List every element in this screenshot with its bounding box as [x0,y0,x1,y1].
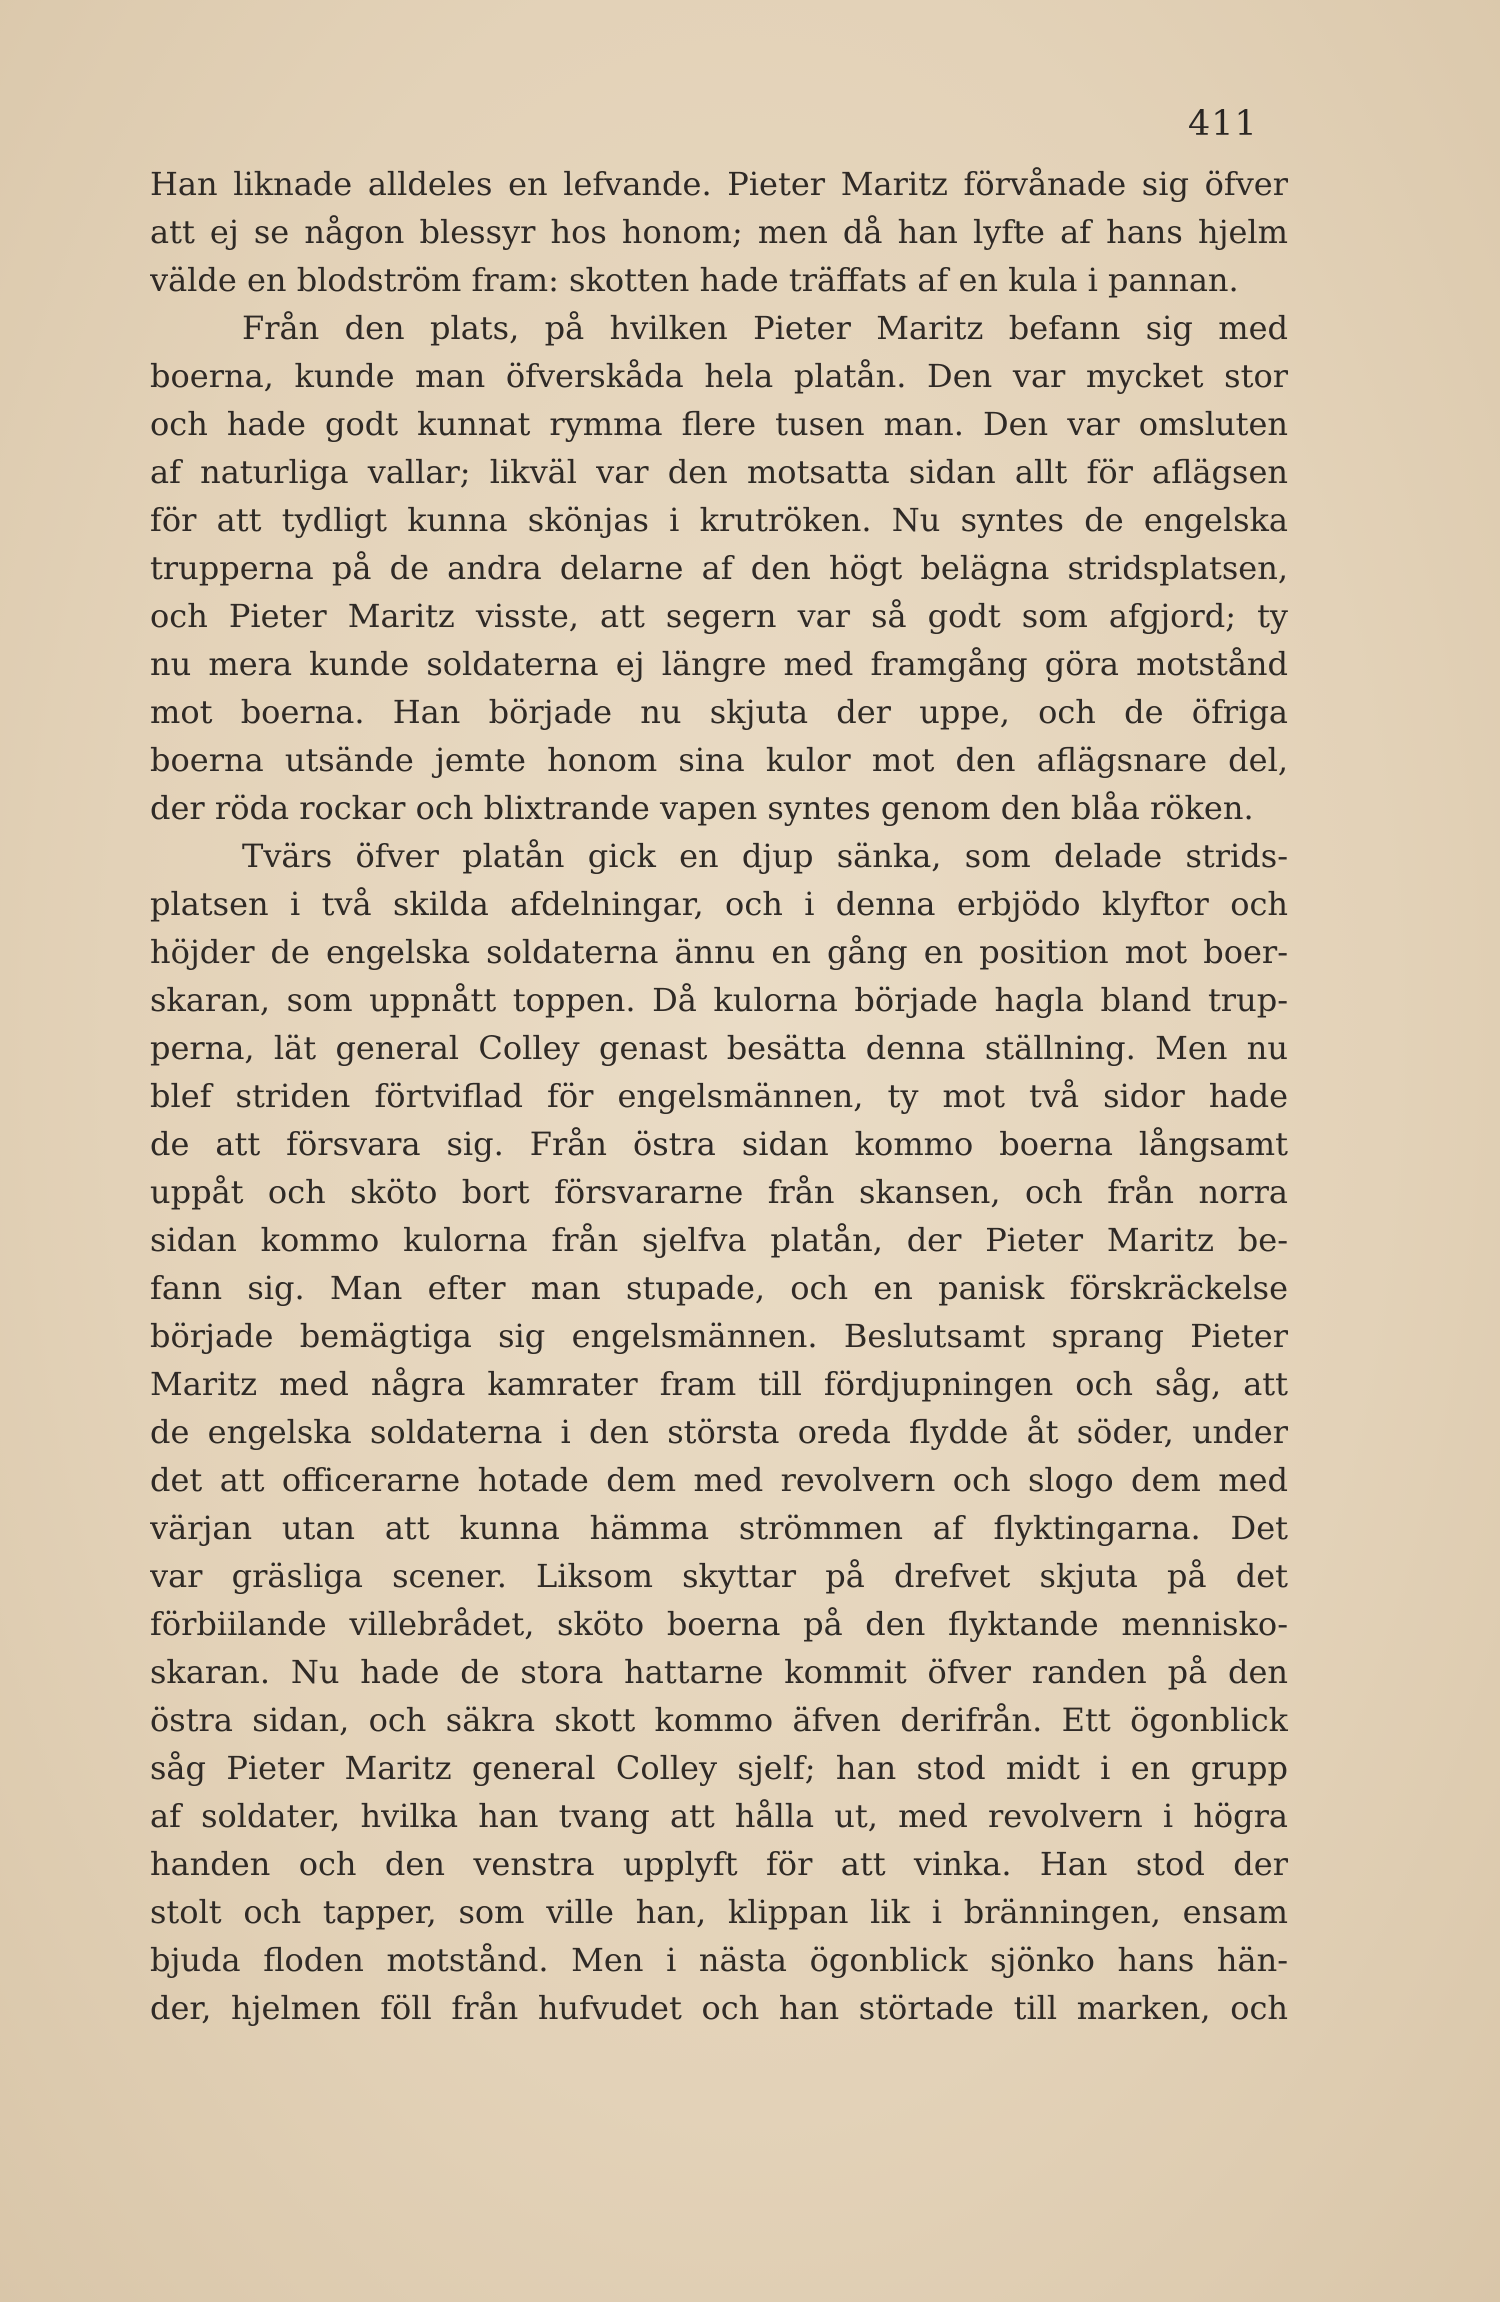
text-line: mot boerna. Han började nu skjuta der uppe, och de öfriga [150,693,1288,731]
text-line: platsen i två skilda afdelningar, och i denna erbjödo klyftor och [150,885,1288,923]
text-line: Från den plats, på hvilken Pieter Maritz befann sig med [242,309,1288,347]
text-line: var gräsliga scener. Liksom skyttar på drefvet skjuta på det [150,1557,1288,1595]
text-line: nu mera kunde soldaterna ej längre med framgång göra motstånd [150,645,1288,683]
text-line: började bemägtiga sig engelsmännen. Beslutsamt sprang Pieter [150,1317,1288,1355]
text-line: stolt och tapper, som ville han, klippan lik i bränningen, ensam [150,1893,1288,1931]
page-number: 411 [1188,104,1258,144]
text-line: välde en blodström fram: skotten hade träffats af en kula i pannan. [150,261,1239,299]
text-line: handen och den venstra upplyft för att vinka. Han stod der [150,1845,1288,1883]
text-line: blef striden förtviflad för engelsmännen, ty mot två sidor hade [150,1077,1288,1115]
body-text [150,160,1288,2032]
text-line: perna, lät general Colley genast besätta denna ställning. Men nu [150,1029,1288,1067]
text-line: fann sig. Man efter man stupade, och en panisk förskräckelse [150,1269,1288,1307]
text-line: de engelska soldaterna i den största oreda flydde åt söder, under [150,1413,1288,1451]
text-line: att ej se någon blessyr hos honom; men då han lyfte af hans hjelm [150,213,1288,251]
text-line: såg Pieter Maritz general Colley sjelf; han stod midt i en grupp [150,1749,1288,1787]
text-line: af soldater, hvilka han tvang att hålla ut, med revolvern i högra [150,1797,1288,1835]
text-line: skaran, som uppnått toppen. Då kulorna började hagla bland trup- [150,981,1288,1019]
text-line: Han liknade alldeles en lefvande. Pieter Maritz förvånade sig öfver [150,165,1288,203]
text-line: höjder de engelska soldaterna ännu en gång en position mot boer- [150,933,1288,971]
text-line: uppåt och sköto bort försvararne från skansen, och från norra [150,1173,1288,1211]
text-line: trupperna på de andra delarne af den högt belägna stridsplatsen, [150,549,1288,587]
text-line: det att officerarne hotade dem med revolvern och slogo dem med [150,1461,1288,1499]
text-line: boerna utsände jemte honom sina kulor mot den aflägsnare del, [150,741,1288,779]
text-line: sidan kommo kulorna från sjelfva platån, der Pieter Maritz be- [150,1221,1288,1259]
text-line: bjuda floden motstånd. Men i nästa ögonblick sjönko hans hän- [150,1941,1288,1979]
text-line: de att försvara sig. Från östra sidan kommo boerna långsamt [150,1125,1288,1163]
text-line: Tvärs öfver platån gick en djup sänka, som delade strids- [242,837,1288,875]
text-line: der, hjelmen föll från hufvudet och han störtade till marken, och [150,1989,1288,2027]
text-line: förbiilande villebrådet, sköto boerna på den flyktande mennisko- [150,1605,1288,1643]
text-line: skaran. Nu hade de stora hattarne kommit öfver randen på den [150,1653,1288,1691]
text-line: boerna, kunde man öfverskåda hela platån. Den var mycket stor [150,357,1288,395]
text-line: Maritz med några kamrater fram till fördjupningen och såg, att [150,1365,1288,1403]
text-line: af naturliga vallar; likväl var den motsatta sidan allt för aflägsen [150,453,1288,491]
text-line: östra sidan, och säkra skott kommo äfven derifrån. Ett ögonblick [150,1701,1288,1739]
text-line: för att tydligt kunna skönjas i krutröken. Nu syntes de engelska [150,501,1288,539]
text-line: värjan utan att kunna hämma strömmen af flyktingarna. Det [150,1509,1288,1547]
text-line: der röda rockar och blixtrande vapen syntes genom den blåa röken. [150,789,1254,827]
text-line: och Pieter Maritz visste, att segern var så godt som afgjord; ty [150,597,1288,635]
text-line: och hade godt kunnat rymma flere tusen man. Den var omsluten [150,405,1288,443]
